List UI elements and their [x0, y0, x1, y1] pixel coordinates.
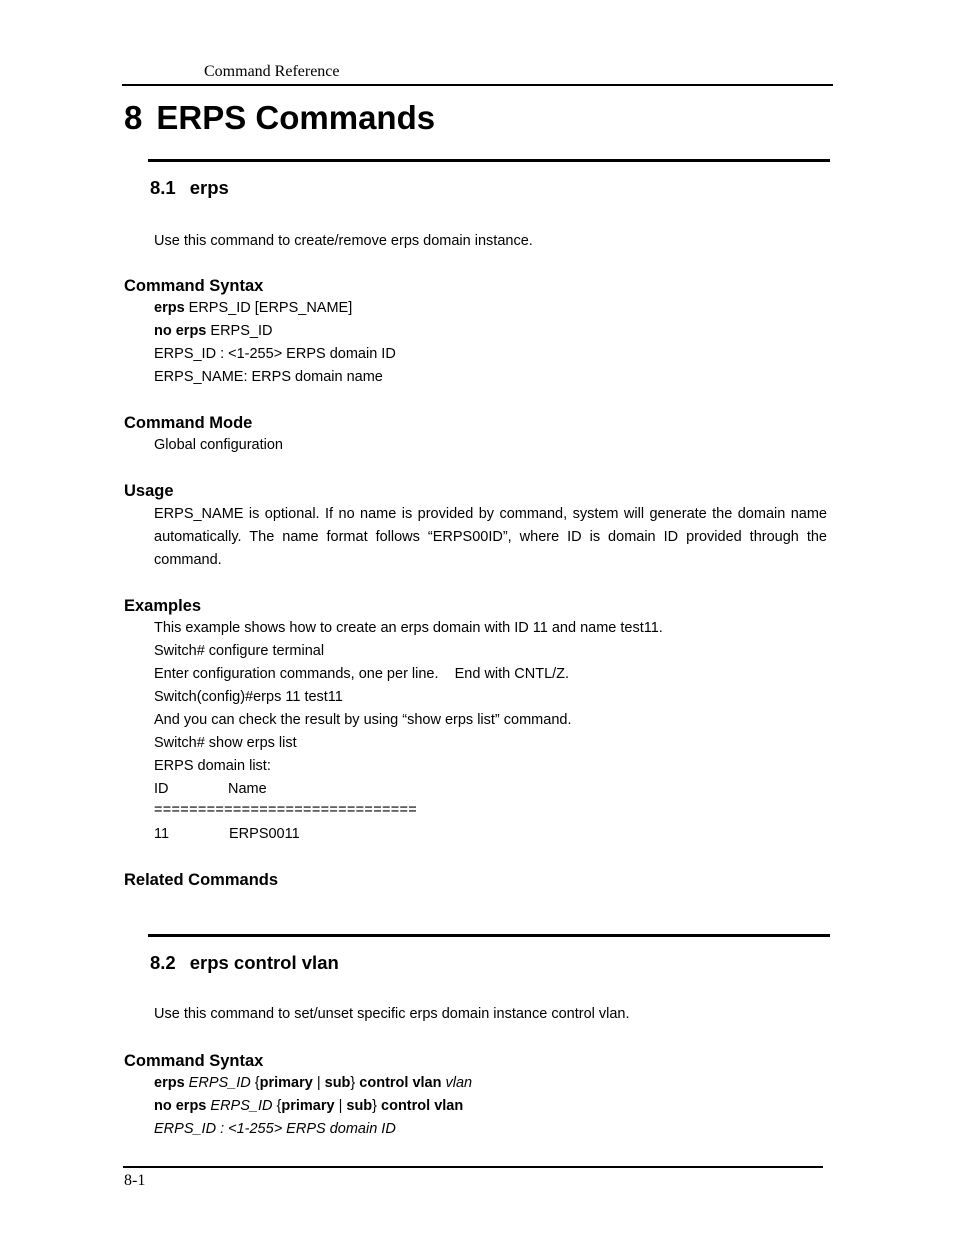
brace: } — [350, 1075, 360, 1091]
page-number: 8-1 — [124, 1172, 146, 1189]
keyword: no erps — [154, 323, 207, 339]
argument: ERPS_ID — [210, 1098, 273, 1114]
chapter-number: 8 — [124, 99, 143, 136]
section-title: erps — [189, 177, 229, 198]
usage-text: ERPS_NAME is optional. If no name is provided by command, system will generate the domain name automatically. The name format follows “ERPS00ID”, where ID is domain ID provided through the command. — [154, 506, 827, 568]
brace: } — [372, 1098, 382, 1114]
keyword: control vlan — [359, 1075, 442, 1091]
examples-heading: Examples — [124, 597, 202, 615]
separator: | — [312, 1075, 325, 1091]
keyword: erps — [154, 300, 185, 316]
example-line: Switch# configure terminal — [154, 643, 325, 659]
section-number: 8.1 — [150, 177, 176, 198]
example-line: Switch# show erps list — [154, 735, 297, 751]
brace: { — [272, 1098, 282, 1114]
table-cell-name: ERPS0011 — [229, 826, 300, 842]
syntax-line — [154, 323, 272, 340]
example-line: This example shows how to create an erps domain with ID 11 and name test11. — [154, 620, 663, 636]
table-cell-id: 11 — [154, 826, 170, 842]
example-line: ERPS domain list: — [154, 758, 271, 774]
syntax-param: ERPS_ID : <1-255> ERPS domain ID — [154, 346, 396, 362]
section-rule — [148, 934, 830, 937]
keyword: sub — [346, 1098, 373, 1114]
chapter-rule — [148, 159, 830, 162]
syntax-line — [154, 1075, 472, 1092]
footer-rule — [123, 1166, 823, 1168]
command-mode-heading: Command Mode — [124, 414, 253, 432]
command-mode: Global configuration — [154, 437, 283, 453]
table-header-name: Name — [228, 781, 267, 797]
syntax-line — [154, 300, 352, 317]
running-header: Command Reference — [204, 63, 340, 80]
keyword: control vlan — [381, 1098, 464, 1114]
syntax-param: ERPS_NAME: ERPS domain name — [154, 369, 383, 385]
argument: vlan — [445, 1075, 473, 1091]
chapter-title-text: ERPS Commands — [156, 99, 436, 136]
section-8-2-heading — [150, 952, 339, 974]
syntax-param: ERPS_ID : <1-255> ERPS domain ID — [154, 1121, 396, 1137]
keyword: primary — [259, 1075, 313, 1091]
syntax-line — [154, 1098, 463, 1115]
section-8-1-intro: Use this command to create/remove erps domain instance. — [154, 233, 533, 249]
example-line: And you can check the result by using “show erps list” command. — [154, 712, 572, 728]
separator: | — [334, 1098, 347, 1114]
section-title: erps control vlan — [189, 952, 339, 973]
table-separator: ============================== — [154, 802, 418, 818]
keyword: primary — [281, 1098, 335, 1114]
keyword: no erps — [154, 1098, 207, 1114]
related-commands-heading: Related Commands — [124, 871, 279, 889]
keyword: sub — [324, 1075, 351, 1091]
table-header-id: ID — [154, 781, 169, 797]
argument: ERPS_ID — [188, 1075, 251, 1091]
section-number: 8.2 — [150, 952, 176, 973]
example-line: Switch(config)#erps 11 test11 — [154, 689, 343, 705]
chapter-title — [124, 99, 435, 137]
section-8-1-heading — [150, 177, 229, 199]
usage-heading: Usage — [124, 482, 174, 500]
section-8-2-intro: Use this command to set/unset specific erps domain instance control vlan. — [154, 1006, 630, 1022]
command-syntax-heading: Command Syntax — [124, 1052, 264, 1070]
keyword: erps — [154, 1075, 185, 1091]
command-syntax-heading: Command Syntax — [124, 277, 264, 295]
brace: { — [250, 1075, 260, 1091]
example-line: Enter configuration commands, one per line. End with CNTL/Z. — [154, 666, 570, 682]
header-rule — [122, 84, 833, 86]
syntax-args: ERPS_ID — [206, 323, 273, 339]
syntax-args: ERPS_ID [ERPS_NAME] — [184, 300, 353, 316]
